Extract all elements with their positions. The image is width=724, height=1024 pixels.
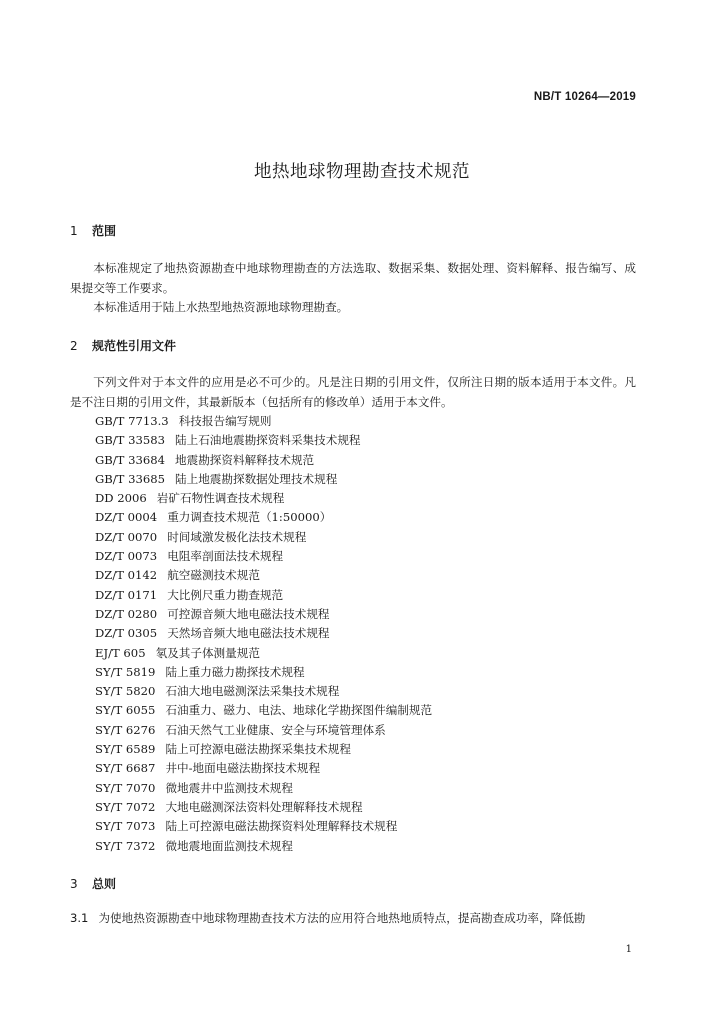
reference-item [95, 451, 432, 470]
reference-item [95, 740, 432, 759]
reference-code: SY/T 5820 [95, 684, 156, 699]
reference-code: SY/T 7072 [95, 799, 156, 814]
section-number: 3 [70, 877, 78, 891]
reference-code: DZ/T 0070 [95, 529, 158, 544]
reference-code: DD 2006 [95, 491, 147, 506]
reference-item [95, 837, 432, 856]
reference-title: 陆上地震勘探数据处理技术规程 [175, 471, 338, 486]
section-title: 范围 [92, 224, 117, 238]
reference-code: DZ/T 0305 [95, 626, 158, 641]
reference-code: DZ/T 0004 [95, 510, 158, 525]
reference-code: DZ/T 0073 [95, 549, 158, 564]
paragraph: 本标准规定了地热资源勘查中地球物理勘查的方法选取、数据采集、数据处理、资料解释、报告编写、成果提交等工作要求。 [70, 261, 636, 295]
reference-code: SY/T 7073 [95, 819, 156, 834]
reference-item [95, 779, 432, 798]
reference-item [95, 489, 432, 508]
reference-title: 陆上重力磁力勘探技术规程 [165, 664, 305, 679]
page-number: 1 [625, 944, 632, 955]
reference-item [95, 682, 432, 701]
reference-code: SY/T 5819 [95, 664, 156, 679]
reference-item [95, 663, 432, 682]
reference-code: DZ/T 0142 [95, 568, 158, 583]
reference-code: SY/T 6687 [95, 761, 156, 776]
paragraph: 下列文件对于本文件的应用是必不可少的。凡是注日期的引用文件，仅所注日期的版本适用于本文件。凡是不注日期的引用文件，其最新版本（包括所有的修改单）适用于本文件。 [70, 375, 636, 409]
clause-3-1 [70, 910, 636, 926]
section-3-heading [70, 875, 116, 892]
document-title: 地热地球物理勘查技术规范 [254, 162, 470, 182]
reference-title: 大地电磁测深法资料处理解释技术规程 [165, 799, 363, 814]
reference-title: 电阻率剖面法技术规程 [167, 549, 284, 564]
reference-item [95, 798, 432, 817]
reference-item [95, 817, 432, 836]
section-2-heading [70, 337, 176, 354]
reference-code: DZ/T 0171 [95, 587, 158, 602]
reference-code: GB/T 7713.3 [95, 414, 169, 428]
reference-title: 陆上可控源电磁法勘探采集技术规程 [165, 742, 351, 757]
reference-title: 科技报告编写规则 [178, 414, 272, 428]
reference-title: 氡及其子体测量规范 [155, 645, 260, 660]
section-2-intro [70, 373, 636, 412]
reference-title: 航空磁测技术规范 [167, 568, 260, 583]
normative-references-list [95, 412, 432, 856]
reference-item [95, 624, 432, 643]
reference-item [95, 586, 432, 605]
reference-code: GB/T 33685 [95, 471, 165, 486]
reference-item [95, 431, 432, 450]
section-title: 总则 [92, 877, 117, 891]
reference-code: SY/T 6276 [95, 722, 156, 737]
reference-code: GB/T 33583 [95, 433, 165, 448]
reference-title: 陆上石油地震勘探资料采集技术规程 [175, 433, 361, 448]
reference-item [95, 528, 432, 547]
section-1-heading [70, 222, 116, 239]
reference-title: 重力调查技术规范（1:50000） [167, 510, 332, 525]
reference-item [95, 721, 432, 740]
reference-code: GB/T 33684 [95, 452, 165, 467]
reference-title: 石油天然气工业健康、安全与环境管理体系 [165, 722, 386, 737]
reference-title: 天然场音频大地电磁法技术规程 [167, 626, 330, 641]
reference-title: 石油大地电磁测深法采集技术规程 [165, 684, 340, 699]
section-title: 规范性引用文件 [92, 339, 177, 353]
reference-code: EJ/T 605 [95, 645, 146, 660]
reference-code: SY/T 7070 [95, 780, 156, 795]
section-1-body [70, 259, 636, 318]
reference-item [95, 566, 432, 585]
section-number: 1 [70, 224, 78, 238]
reference-title: 岩矿石物性调查技术规程 [156, 491, 285, 506]
reference-item [95, 605, 432, 624]
reference-title: 微地震地面监测技术规程 [165, 838, 293, 853]
reference-item [95, 701, 432, 720]
reference-code: SY/T 6589 [95, 742, 156, 757]
reference-item [95, 547, 432, 566]
reference-title: 地震勘探资料解释技术规范 [175, 452, 315, 467]
standard-number: NB/T 10264—2019 [533, 91, 636, 103]
reference-code: SY/T 7372 [95, 838, 156, 853]
reference-item [95, 759, 432, 778]
clause-text: 为使地热资源勘查中地球物理勘查技术方法的应用符合地热地质特点，提高勘查成功率，降低勘 [98, 911, 586, 925]
reference-item [95, 508, 432, 527]
reference-code: DZ/T 0280 [95, 606, 158, 621]
reference-item [95, 644, 432, 663]
reference-title: 陆上可控源电磁法勘探资料处理解释技术规程 [165, 819, 398, 834]
reference-item [95, 470, 432, 489]
reference-title: 微地震井中监测技术规程 [165, 780, 293, 795]
reference-title: 大比例尺重力勘查规范 [167, 587, 284, 602]
clause-number: 3.1 [70, 911, 89, 925]
reference-title: 时间域激发极化法技术规程 [167, 529, 307, 544]
paragraph: 本标准适用于陆上水热型地热资源地球物理勘查。 [93, 300, 349, 314]
section-number: 2 [70, 339, 78, 353]
reference-code: SY/T 6055 [95, 703, 156, 718]
reference-item [95, 412, 432, 431]
reference-title: 石油重力、磁力、电法、地球化学勘探图件编制规范 [165, 703, 433, 718]
reference-title: 井中-地面电磁法勘探技术规程 [165, 761, 321, 776]
reference-title: 可控源音频大地电磁法技术规程 [167, 606, 330, 621]
